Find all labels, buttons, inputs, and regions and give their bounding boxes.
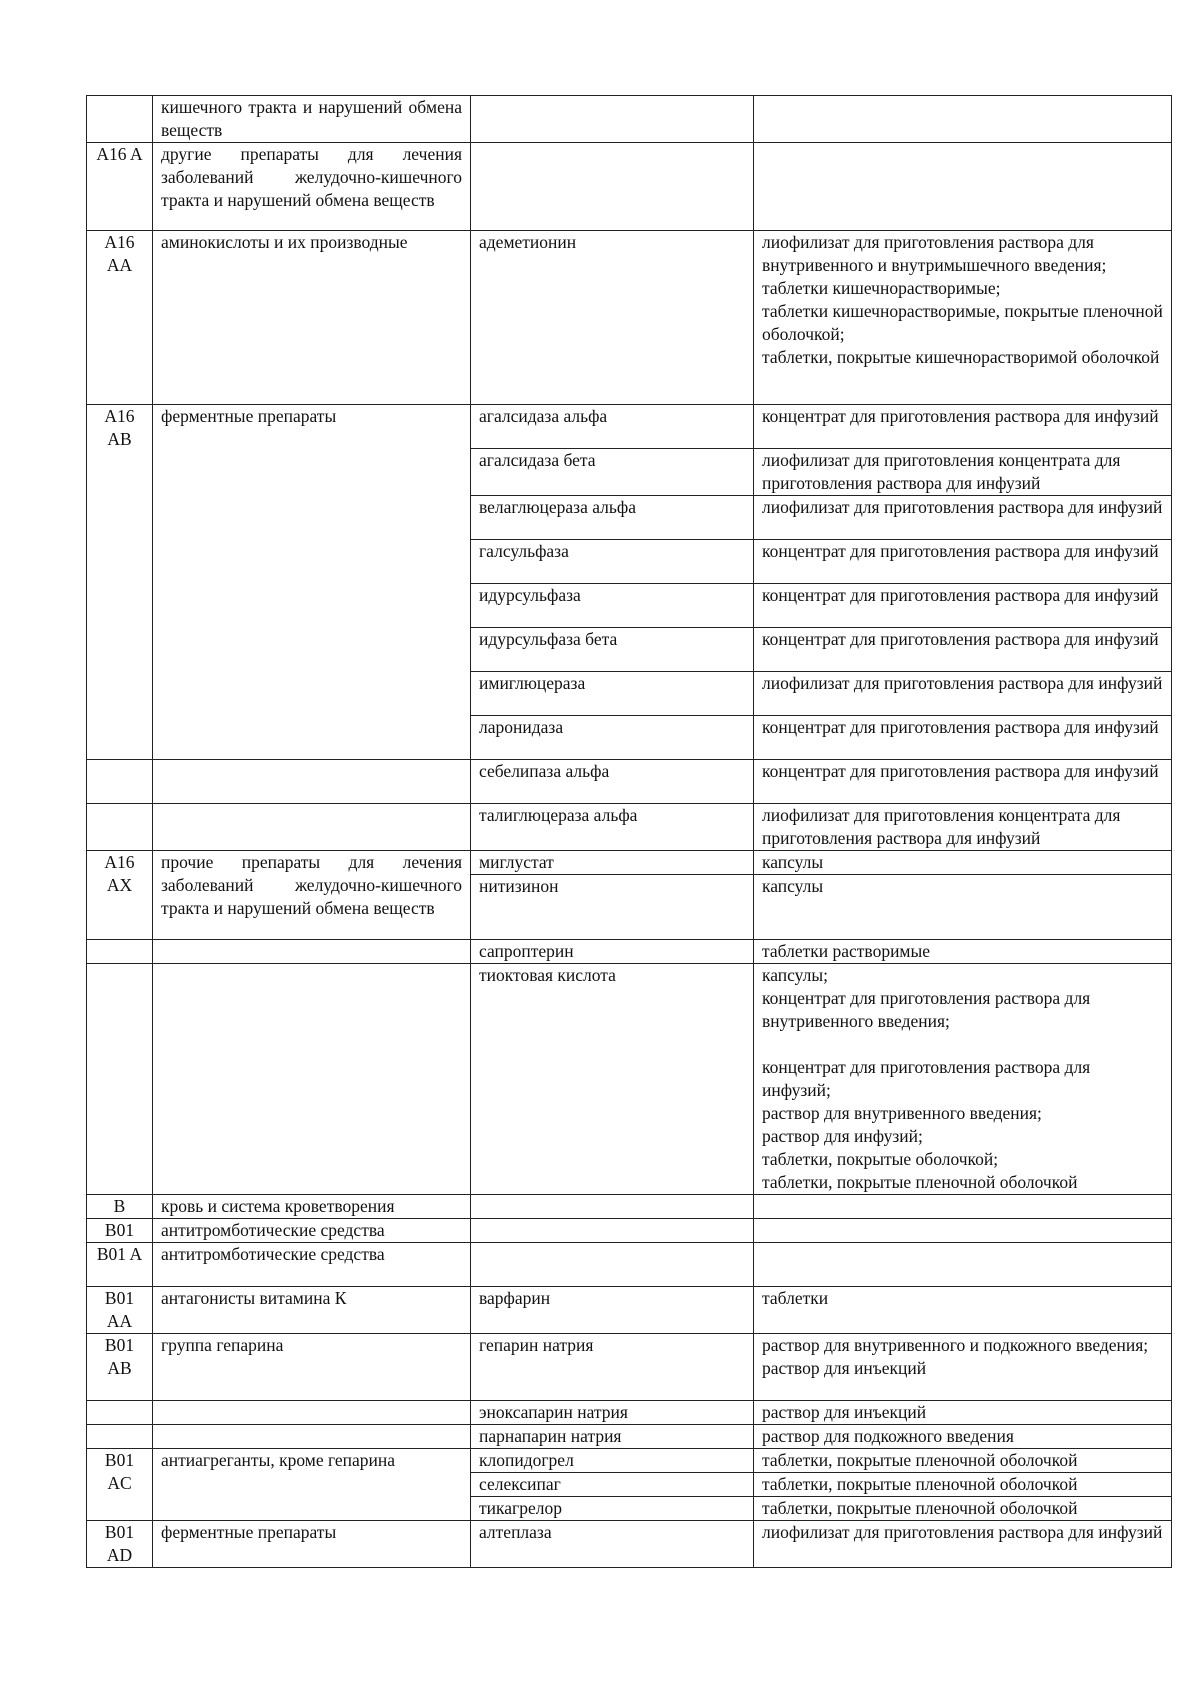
dosage-form-cell <box>754 449 1172 496</box>
drug-name-cell: имиглюцераза <box>471 672 754 716</box>
dosage-form-line <box>762 1219 1163 1242</box>
atc-code-cell: B01 AA <box>87 1287 153 1334</box>
drug-name-cell: талиглюцераза альфа <box>471 804 754 851</box>
group-description-cell: кишечного тракта и нарушений обмена веществ <box>153 96 471 143</box>
atc-code-cell <box>87 1425 153 1449</box>
dosage-form-cell <box>754 143 1172 231</box>
atc-code-cell: B01 AC <box>87 1449 153 1521</box>
drug-name-cell: адеметионин <box>471 231 754 405</box>
dosage-form-cell <box>754 760 1172 804</box>
atc-code-cell <box>87 804 153 851</box>
dosage-form-line: лиофилизат для приготовления раствора для инфузий <box>762 1522 1163 1542</box>
dosage-form-cell <box>754 1243 1172 1287</box>
dosage-form-cell <box>754 672 1172 716</box>
table-row <box>87 1425 1172 1449</box>
atc-code-cell <box>87 96 153 143</box>
group-description-cell: антитромботические средства <box>153 1219 471 1243</box>
dosage-form-line: раствор для подкожного введения <box>762 1426 1014 1446</box>
drug-name-cell: идурсульфаза <box>471 584 754 628</box>
dosage-form-line: лиофилизат для приготовления концентрата для приготовления раствора для инфузий <box>762 805 1121 848</box>
group-description-cell: антагонисты витамина К <box>153 1287 471 1334</box>
drug-name-cell: гепарин натрия <box>471 1334 754 1401</box>
dosage-form-cell <box>754 940 1172 964</box>
drug-name-cell: галсульфаза <box>471 540 754 584</box>
drug-name-cell: велаглюцераза альфа <box>471 496 754 540</box>
dosage-form-line: концентрат для приготовления раствора для инфузий <box>762 541 1159 561</box>
dosage-form-cell <box>754 540 1172 584</box>
dosage-form-cell <box>754 405 1172 449</box>
dosage-form-cell <box>754 1497 1172 1521</box>
dosage-form-line: таблетки кишечнорастворимые; <box>762 278 1001 298</box>
atc-code-cell: B01 A <box>87 1243 153 1287</box>
atc-code-cell <box>87 1401 153 1425</box>
group-description-cell <box>153 804 471 851</box>
dosage-form-cell <box>754 1449 1172 1473</box>
atc-code-cell: B01 AB <box>87 1334 153 1401</box>
dosage-form-cell <box>754 1401 1172 1425</box>
dosage-form-line: лиофилизат для приготовления раствора для инфузий <box>762 673 1163 693</box>
atc-code-cell: B01 AD <box>87 1521 153 1568</box>
table-row <box>87 96 1172 143</box>
dosage-form-cell <box>754 1195 1172 1219</box>
group-description-cell: группа гепарина <box>153 1334 471 1401</box>
dosage-form-line: раствор для инъекций <box>762 1402 927 1422</box>
dosage-form-cell <box>754 1425 1172 1449</box>
atc-code-cell: B01 <box>87 1219 153 1243</box>
dosage-form-line: капсулы <box>762 852 824 872</box>
dosage-form-cell <box>754 1219 1172 1243</box>
dosage-form-line: лиофилизат для приготовления раствора для внутривенного и внутримышечного введения; <box>762 232 1107 275</box>
dosage-form-cell <box>754 851 1172 875</box>
dosage-form-line: таблетки, покрытые оболочкой; <box>762 1149 999 1169</box>
dosage-form-line: раствор для инфузий; <box>762 1126 923 1146</box>
drug-name-cell: парнапарин натрия <box>471 1425 754 1449</box>
drug-name-cell: варфарин <box>471 1287 754 1334</box>
dosage-form-cell <box>754 1473 1172 1497</box>
dosage-form-cell <box>754 875 1172 940</box>
table-row <box>87 1219 1172 1243</box>
dosage-form-line: раствор для инъекций <box>762 1358 927 1378</box>
dosage-form-line: концентрат для приготовления раствора для инфузий <box>762 761 1159 781</box>
atc-code-cell: A16 AA <box>87 231 153 405</box>
dosage-form-cell <box>754 964 1172 1195</box>
group-description-cell: аминокислоты и их производные <box>153 231 471 405</box>
dosage-form-line: концентрат для приготовления раствора для инфузий; <box>762 1057 1091 1100</box>
dosage-form-line: концентрат для приготовления раствора для инфузий <box>762 629 1159 649</box>
dosage-form-line <box>762 1243 1163 1266</box>
dosage-form-line: лиофилизат для приготовления концентрата для приготовления раствора для инфузий <box>762 450 1121 493</box>
atc-code-cell: A16 A <box>87 143 153 231</box>
drug-name-cell <box>471 1219 754 1243</box>
dosage-form-line: концентрат для приготовления раствора для инфузий <box>762 585 1159 605</box>
table-body <box>87 96 1172 1568</box>
dosage-form-line: раствор для внутривенного и подкожного введения; <box>762 1335 1149 1355</box>
group-description-cell: ферментные препараты <box>153 405 471 760</box>
dosage-form-line: таблетки, покрытые кишечнорастворимой оболочкой <box>762 347 1160 367</box>
drug-name-cell <box>471 1195 754 1219</box>
group-description-cell: антиагреганты, кроме гепарина <box>153 1449 471 1521</box>
atc-code-cell <box>87 760 153 804</box>
group-description-cell: прочие препараты для лечения заболеваний желудочно-кишечного тракта и нарушений обмена веществ <box>153 851 471 940</box>
table-row <box>87 1401 1172 1425</box>
drug-name-cell: миглустат <box>471 851 754 875</box>
atc-code-cell: B <box>87 1195 153 1219</box>
atc-code-cell <box>87 940 153 964</box>
dosage-form-line <box>762 1033 1163 1056</box>
dosage-form-line: таблетки <box>762 1288 829 1308</box>
dosage-form-line: таблетки, покрытые пленочной оболочкой <box>762 1474 1078 1494</box>
drug-name-cell: тикагрелор <box>471 1497 754 1521</box>
atc-code-cell: A16 AB <box>87 405 153 760</box>
dosage-form-line: таблетки, покрытые пленочной оболочкой <box>762 1498 1078 1518</box>
group-description-cell <box>153 940 471 964</box>
table-row <box>87 231 1172 405</box>
table-row <box>87 940 1172 964</box>
drug-name-cell: сапроптерин <box>471 940 754 964</box>
dosage-form-cell <box>754 1287 1172 1334</box>
table-row <box>87 405 1172 449</box>
group-description-cell: кровь и система кроветворения <box>153 1195 471 1219</box>
dosage-form-line <box>762 143 1163 166</box>
drug-list-table <box>86 95 1172 1568</box>
dosage-form-cell <box>754 231 1172 405</box>
table-row <box>87 804 1172 851</box>
dosage-form-cell <box>754 496 1172 540</box>
table-row <box>87 851 1172 875</box>
dosage-form-line <box>762 1195 1163 1218</box>
table-row <box>87 1449 1172 1473</box>
table-row <box>87 1243 1172 1287</box>
dosage-form-cell <box>754 716 1172 760</box>
table-row <box>87 143 1172 231</box>
dosage-form-cell <box>754 628 1172 672</box>
drug-name-cell: идурсульфаза бета <box>471 628 754 672</box>
drug-name-cell <box>471 143 754 231</box>
dosage-form-line: концентрат для приготовления раствора для внутривенного введения; <box>762 988 1091 1031</box>
table-row <box>87 1521 1172 1568</box>
group-description-cell <box>153 760 471 804</box>
drug-name-cell: клопидогрел <box>471 1449 754 1473</box>
atc-code-cell <box>87 964 153 1195</box>
drug-name-cell: нитизинон <box>471 875 754 940</box>
dosage-form-line: таблетки, покрытые пленочной оболочкой <box>762 1172 1078 1192</box>
group-description-cell <box>153 964 471 1195</box>
dosage-form-cell <box>754 1334 1172 1401</box>
dosage-form-line <box>762 96 1163 119</box>
dosage-form-line: концентрат для приготовления раствора для инфузий <box>762 406 1159 426</box>
table-row <box>87 1334 1172 1401</box>
group-description-cell: антитромботические средства <box>153 1243 471 1287</box>
drug-name-cell: алтеплаза <box>471 1521 754 1568</box>
drug-name-cell: ларонидаза <box>471 716 754 760</box>
drug-name-cell: эноксапарин натрия <box>471 1401 754 1425</box>
drug-name-cell: агалсидаза альфа <box>471 405 754 449</box>
dosage-form-line: капсулы; <box>762 965 829 985</box>
group-description-cell: другие препараты для лечения заболеваний желудочно-кишечного тракта и нарушений обмена веществ <box>153 143 471 231</box>
dosage-form-line: таблетки растворимые <box>762 941 931 961</box>
table-row <box>87 760 1172 804</box>
group-description-cell <box>153 1425 471 1449</box>
dosage-form-cell <box>754 1521 1172 1568</box>
dosage-form-cell <box>754 584 1172 628</box>
dosage-form-line: раствор для внутривенного введения; <box>762 1103 1042 1123</box>
drug-name-cell: себелипаза альфа <box>471 760 754 804</box>
drug-name-cell: тиоктовая кислота <box>471 964 754 1195</box>
table-row <box>87 964 1172 1195</box>
dosage-form-line: капсулы <box>762 876 824 896</box>
drug-name-cell: селексипаг <box>471 1473 754 1497</box>
group-description-cell: ферментные препараты <box>153 1521 471 1568</box>
table-row <box>87 1195 1172 1219</box>
atc-code-cell: A16 AX <box>87 851 153 940</box>
table-row <box>87 1287 1172 1334</box>
drug-name-cell <box>471 1243 754 1287</box>
dosage-form-line: таблетки кишечнорастворимые, покрытые пленочной оболочкой; <box>762 301 1163 344</box>
dosage-form-line: концентрат для приготовления раствора для инфузий <box>762 717 1159 737</box>
group-description-cell <box>153 1401 471 1425</box>
drug-name-cell <box>471 96 754 143</box>
dosage-form-line: таблетки, покрытые пленочной оболочкой <box>762 1450 1078 1470</box>
dosage-form-line: лиофилизат для приготовления раствора для инфузий <box>762 497 1163 517</box>
dosage-form-cell <box>754 96 1172 143</box>
dosage-form-cell <box>754 804 1172 851</box>
drug-name-cell: агалсидаза бета <box>471 449 754 496</box>
